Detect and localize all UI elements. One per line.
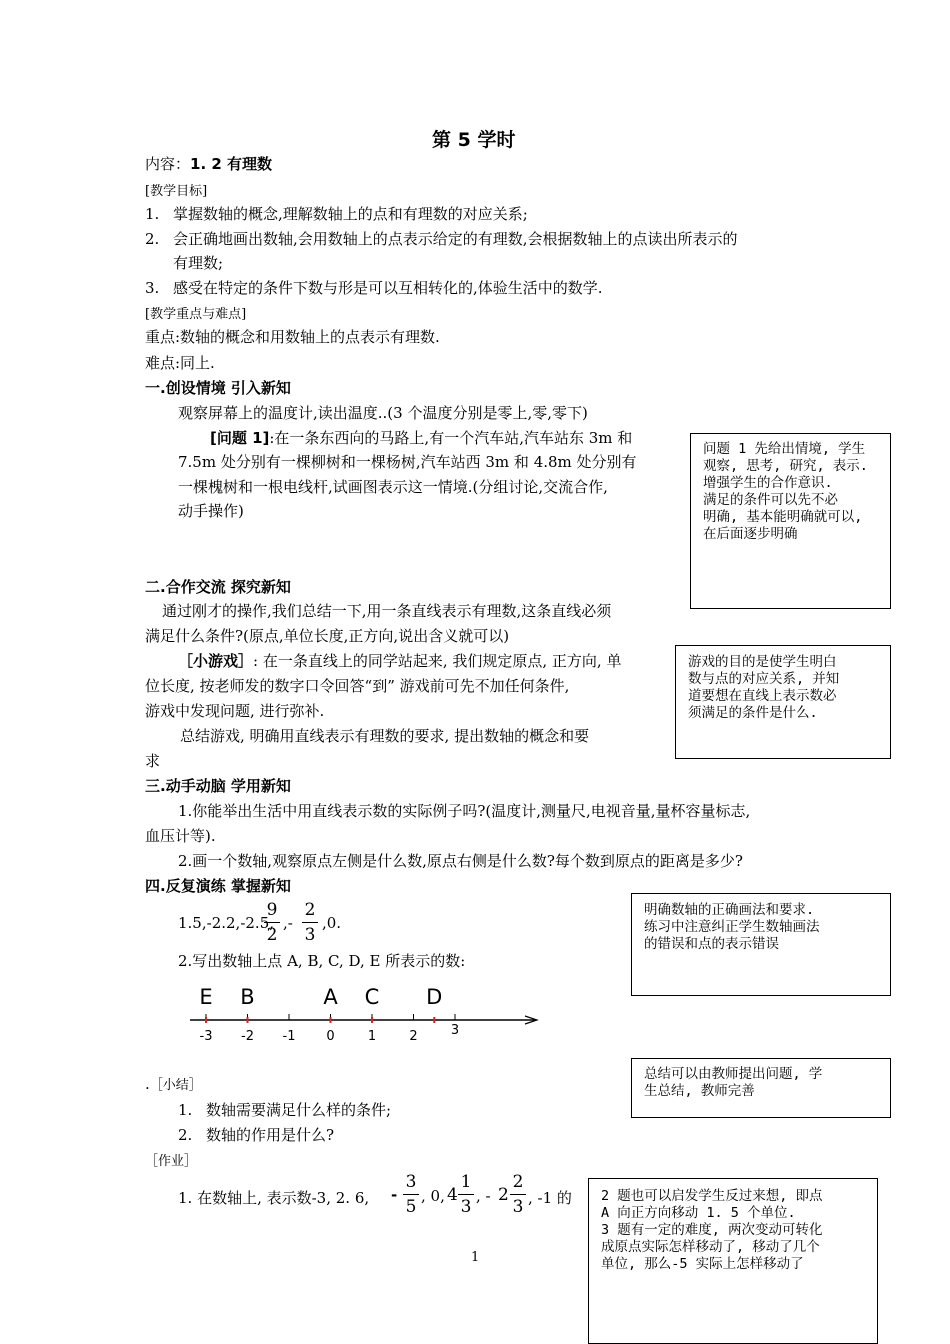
question1-line2: 7.5m 处分别有一棵柳树和一棵杨树,汽车站西 3m 和 4.8m 处分别有: [178, 453, 637, 471]
goal-1: 1. 掌握数轴的概念,理解数轴上的点和有理数的对应关系;: [145, 205, 528, 223]
number-line-tick-label: -3: [199, 1029, 213, 1044]
number-line-label-b: B: [240, 985, 255, 1009]
number-line-label-a: A: [323, 985, 338, 1009]
summary-game-line1: 总结游戏, 明确用直线表示有理数的要求, 提出数轴的概念和要: [180, 727, 590, 745]
section3-line2: 血压计等).: [145, 827, 216, 845]
number-line-tick-label: -2: [241, 1029, 254, 1044]
homework-fraction-3: 2 3: [510, 1172, 526, 1217]
question1-line1: [问题 1]:在一条东西向的马路上,有一个汽车站,汽车站东 3m 和: [210, 429, 633, 447]
number-line-tick-label: 0: [326, 1029, 335, 1044]
note-2-text: 游戏的目的是使学生明白 数与点的对应关系, 并知 道要想在直线上表示数必 须满足的条件是什么.: [688, 654, 840, 721]
homework-mixed-whole: 4: [447, 1185, 458, 1205]
summary-heading: .［小结］: [145, 1075, 202, 1093]
number-line-figure: [180, 978, 550, 1048]
game-line1: ［小游戏］: 在一条直线上的同学站起来, 我们规定原点, 正方向, 单: [178, 652, 622, 670]
page-number: 1: [471, 1250, 480, 1265]
number-line-label-d: D: [426, 985, 443, 1009]
number-line-tick-label: 1: [367, 1029, 377, 1044]
exercise1-prefix: 1.5,-2.2,-2.5,: [178, 914, 275, 932]
homework-sep-1: , 0,: [421, 1187, 445, 1205]
difficulty: 难点:同上.: [145, 354, 215, 372]
homework-line-prefix: 1. 在数轴上, 表示数-3, 2. 6,: [178, 1189, 370, 1207]
exercise1-fraction-1: 9 2: [264, 900, 280, 945]
exercise1-suffix: ,0.: [322, 914, 342, 932]
game-line3: 游戏中发现问题, 进行弥补.: [145, 702, 325, 720]
summary-item-2: 2. 数轴的作用是什么?: [178, 1126, 335, 1144]
game-line2: 位长度, 按老师发的数字口令回答“到” 游戏前可先不加任何条件,: [145, 677, 570, 695]
note-5-text: 2 题也可以启发学生反过来想, 即点 A 向正方向移动 1. 5 个单位. 3 题有一定的难度, 两次变动可转化 成原点实际怎样移动了, 移动了几个 单位, 那么-5 实际上怎样移动了: [601, 1188, 823, 1272]
section2-line1: 通过刚才的操作,我们总结一下,用一条直线表示有理数,这条直线必须: [162, 602, 612, 620]
homework-tag: ［作业］: [145, 1154, 198, 1169]
goals-tag: [教学目标]: [145, 184, 208, 199]
section3-line1: 1.你能举出生活中用直线表示数的实际例子吗?(温度计,测量尺,电视音量,量杯容量标志,: [178, 802, 751, 820]
question1-line3: 一棵槐树和一根电线杆,试画图表示这一情境.(分组讨论,交流合作,: [178, 478, 608, 496]
number-line-tick-label: 2: [409, 1029, 418, 1044]
exercise1-sep: ,-: [283, 914, 293, 932]
number-line-label-c: C: [364, 985, 380, 1009]
homework-neg-1: -: [391, 1186, 398, 1204]
note-4-text: 总结可以由教师提出问题, 学 生总结, 教师完善: [644, 1066, 823, 1099]
content-label: 内容：: [145, 155, 191, 173]
goal-3: 3. 感受在特定的条件下数与形是可以互相转化的,体验生活中的数学.: [145, 279, 603, 297]
keypoints-tag: [教学重点与难点]: [145, 307, 247, 322]
number-line-tick-label: -1: [282, 1029, 296, 1044]
note-3-text: 明确数轴的正确画法和要求. 练习中注意纠正学生数轴画法 的错误和点的表示错误: [644, 902, 820, 952]
homework-fraction-2: 1 3: [458, 1172, 474, 1217]
number-line-tick-label: 3: [450, 1023, 460, 1038]
section1-heading: 一.创设情境 引入新知: [145, 379, 291, 397]
summary-item-1: 1. 数轴需要满足什么样的条件;: [178, 1101, 392, 1119]
game-label: ［小游戏］: [178, 652, 254, 670]
page-title: 第 5 学时: [432, 129, 516, 151]
goal-2-cont: 有理数;: [173, 254, 224, 272]
homework-sep-2: , -: [476, 1187, 491, 1205]
section2-line2: 满足什么条件?(原点,单位长度,正方向,说出含义就可以): [145, 627, 510, 645]
exercise1-fraction-2: 2 3: [302, 900, 318, 945]
section3-line3: 2.画一个数轴,观察原点左侧是什么数,原点右侧是什么数?每个数到原点的距离是多少?: [178, 852, 743, 870]
question1-label: [问题 1]: [210, 429, 270, 447]
note-1-text: 问题 1 先给出情境, 学生 观察, 思考, 研究, 表示. 增强学生的合作意识. 满足的条件可以先不必 明确, 基本能明确就可以, 在后面逐步明确: [703, 441, 868, 542]
section4-heading: 四.反复演练 掌握新知: [145, 877, 291, 895]
section1-line1: 观察屏幕上的温度计,读出温度..(3 个温度分别是零上,零,零下): [178, 404, 588, 422]
goal-2: 2. 会正确地画出数轴,会用数轴上的点表示给定的有理数,会根据数轴上的点读出所表示的: [145, 230, 738, 248]
content-line: [145, 153, 272, 174]
exercise2: 2.写出数轴上点 A, B, C, D, E 所表示的数:: [178, 952, 466, 970]
homework-line-suffix: , -1 的: [528, 1189, 572, 1207]
summary-game-line2: 求: [145, 752, 161, 770]
section3-heading: 三.动手动脑 学用新知: [145, 777, 291, 795]
section2-heading: 二.合作交流 探究新知: [145, 578, 291, 596]
keypoint: 重点:数轴的概念和用数轴上的点表示有理数.: [145, 328, 440, 346]
homework-fraction-1: 3 5: [403, 1172, 419, 1217]
content-value: 1. 2 有理数: [190, 155, 273, 173]
number-line-label-e: E: [199, 985, 213, 1009]
homework-mixed2-whole: 2: [498, 1185, 509, 1205]
question1-line4: 动手操作): [178, 502, 244, 520]
